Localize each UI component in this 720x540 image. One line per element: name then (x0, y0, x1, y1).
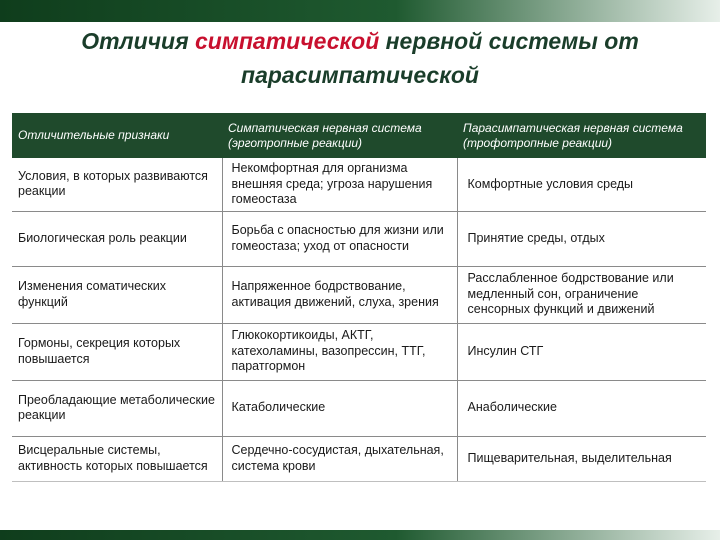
table-row (12, 266, 706, 323)
bottom-decorative-bar (0, 530, 720, 540)
sympathetic-cell: Борьба с опасностью для жизни или гомеостаза; уход от опасности (222, 211, 457, 266)
header-parasympathetic: Парасимпатическая нервная система (трофотропные реакции) (457, 113, 706, 158)
title-highlight: симпатической (195, 28, 380, 54)
parasympathetic-cell: Комфортные условия среды (457, 158, 706, 211)
title-part-1: Отличия (81, 28, 196, 54)
parasympathetic-cell: Пищеварительная, выделительная (457, 436, 706, 481)
table-row (12, 323, 706, 380)
table-row (12, 436, 706, 481)
comparison-table (12, 113, 706, 482)
slide-title (0, 24, 720, 92)
table-header-row (12, 113, 706, 158)
title-line-1 (0, 24, 720, 58)
sympathetic-cell: Глюкокортикоиды, АКТГ, катехоламины, вазопрессин, ТТГ, паратгормон (222, 323, 457, 380)
top-decorative-bar (0, 0, 720, 22)
table-row (12, 380, 706, 436)
sympathetic-cell: Напряженное бодрствование, активация движений, слуха, зрения (222, 266, 457, 323)
header-sympathetic: Симпатическая нервная система (эрготропные реакции) (222, 113, 457, 158)
feature-cell: Изменения соматических функций (12, 266, 222, 323)
sympathetic-cell: Сердечно-сосудистая, дыхательная, система крови (222, 436, 457, 481)
sympathetic-cell: Катаболические (222, 380, 457, 436)
feature-cell: Висцеральные системы, активность которых повышается (12, 436, 222, 481)
sympathetic-cell: Некомфортная для организма внешняя среда; угроза нарушения гомеостаза (222, 158, 457, 211)
parasympathetic-cell: Анаболические (457, 380, 706, 436)
parasympathetic-cell: Расслабленное бодрствование или медленный сон, ограничение сенсорных функций и движений (457, 266, 706, 323)
feature-cell: Преобладающие метаболические реакции (12, 380, 222, 436)
parasympathetic-cell: Инсулин СТГ (457, 323, 706, 380)
title-line-2: парасимпатической (241, 62, 479, 88)
title-part-2: нервной системы от (379, 28, 639, 54)
feature-cell: Биологическая роль реакции (12, 211, 222, 266)
parasympathetic-cell: Принятие среды, отдых (457, 211, 706, 266)
table-row (12, 211, 706, 266)
feature-cell: Условия, в которых развиваются реакции (12, 158, 222, 211)
table-row (12, 158, 706, 211)
header-features: Отличительные признаки (12, 113, 222, 158)
feature-cell: Гормоны, секреция которых повышается (12, 323, 222, 380)
